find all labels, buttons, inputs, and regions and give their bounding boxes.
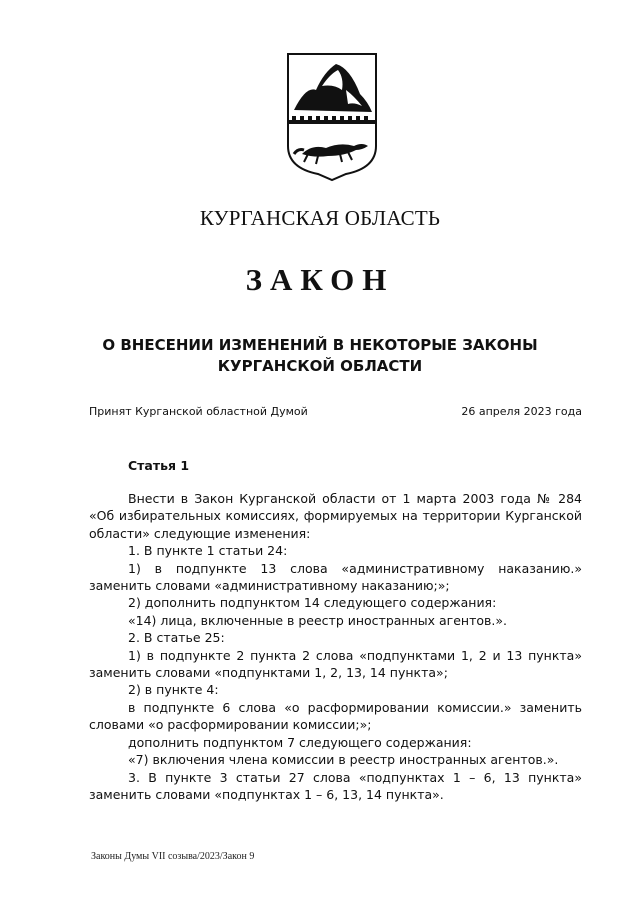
paragraph: 1. В пункте 1 статьи 24: — [128, 543, 288, 559]
adoption-date: 26 апреля 2023 года — [461, 405, 582, 418]
document-type: ЗАКОН — [245, 262, 395, 297]
footer-reference: Законы Думы VII созыва/2023/Закон 9 — [91, 851, 255, 862]
paragraph: в подпункте 6 слова «о расформировании комиссии.» заменить словами «о расформировании комиссии;»; — [89, 699, 582, 733]
paragraph: Внести в Закон Курганской области от 1 марта 2003 года № 284 «Об избирательных комиссиях, формируемых на территории Курганской области» следующие изменения: — [89, 491, 582, 541]
article-body — [89, 490, 582, 803]
paragraph: 1) в подпункте 2 пункта 2 слова «подпунктами 1, 2 и 13 пункта» заменить словами «подпунктами 1, 2, 13, 14 пункта»; — [89, 647, 582, 681]
law-title — [0, 335, 640, 377]
paragraph: 2) дополнить подпунктом 14 следующего содержания: — [128, 595, 497, 611]
adopted-by: Принят Курганской областной Думой — [89, 405, 308, 418]
region-name: КУРГАНСКАЯ ОБЛАСТЬ — [199, 206, 441, 230]
paragraph: 1) в подпункте 13 слова «административному наказанию.» заменить словами «административному наказанию;»; — [89, 560, 582, 594]
paragraph: «14) лица, включенные в реестр иностранных агентов.». — [128, 612, 507, 628]
paragraph: «7) включения члена комиссии в реестр иностранных агентов.». — [128, 752, 559, 768]
paragraph: 2) в пункте 4: — [128, 682, 219, 698]
law-title-line-1: О ВНЕСЕНИИ ИЗМЕНЕНИЙ В НЕКОТОРЫЕ ЗАКОНЫ — [102, 336, 538, 354]
paragraph: 3. В пункте 3 статьи 27 слова «подпунктах 1 – 6, 13 пункта» заменить словами «подпунктах 1 – 6, 13, 14 пункта». — [89, 769, 582, 802]
article-heading: Статья 1 — [128, 458, 190, 473]
law-title-line-2: КУРГАНСКОЙ ОБЛАСТИ — [217, 357, 423, 375]
adoption-line — [89, 405, 582, 418]
coat-of-arms-icon — [284, 50, 380, 188]
paragraph: дополнить подпунктом 7 следующего содержания: — [128, 734, 472, 750]
paragraph: 2. В статье 25: — [128, 630, 225, 646]
